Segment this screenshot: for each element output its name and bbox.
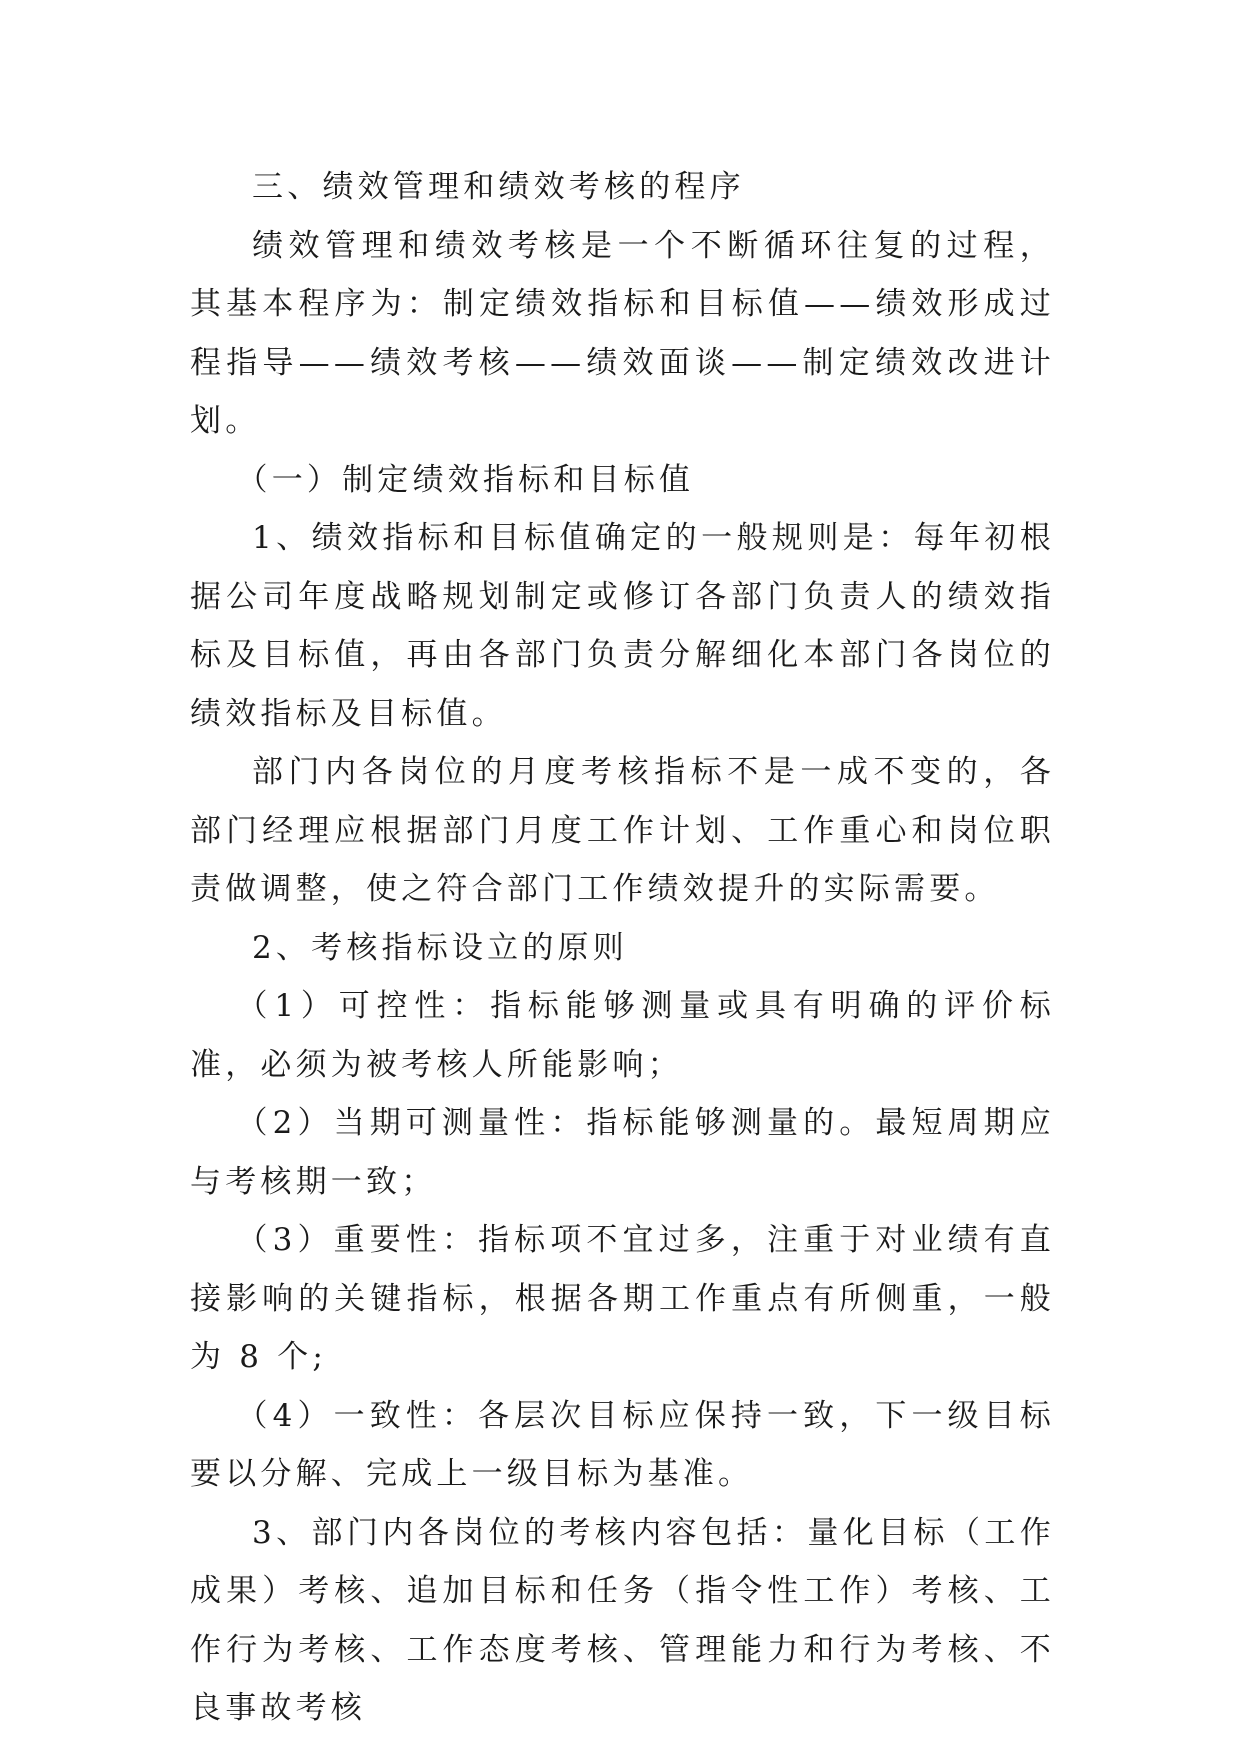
subsection-heading: （一）制定绩效指标和目标值 [236,461,695,498]
principle-controllability: （1）可控性：指标能够测量或具有明确的评价标准，必须为被考核人所能影响； [190,988,1055,1083]
paragraph-monthly-indicators: 部门内各岗位的月度考核指标不是一成不变的，各部门经理应根据部门月度工作计划、工作重心和岗位职责做调整，使之符合部门工作绩效提升的实际需要。 [190,754,1055,907]
principle-importance: （3）重要性：指标项不宜过多，注重于对业绩有直接影响的关键指标，根据各期工作重点有所侧重，一般为 8 个; [190,1222,1055,1375]
paragraph-principles-heading: 2、考核指标设立的原则 [252,929,628,966]
principle-consistency: （4）一致性：各层次目标应保持一致，下一级目标要以分解、完成上一级目标为基准。 [190,1397,1055,1492]
paragraph-assessment-content: 3、部门内各岗位的考核内容包括：量化目标（工作成果）考核、追加目标和任务（指令性工作）考核、工作行为考核、工作态度考核、管理能力和行为考核、不良事故考核 [190,1514,1055,1726]
document-body [190,158,1055,1738]
principle-measurability: （2）当期可测量性：指标能够测量的。最短周期应与考核期一致； [190,1105,1055,1200]
section-heading: 三、绩效管理和绩效考核的程序 [252,169,745,205]
paragraph-general-rules: 1、绩效指标和目标值确定的一般规则是：每年初根据公司年度战略规划制定或修订各部门负责人的绩效指标及目标值，再由各部门负责分解细化本部门各岗位的绩效指标及目标值。 [190,520,1055,732]
paragraph-procedure-overview: 绩效管理和绩效考核是一个不断循环往复的过程，其基本程序为：制定绩效指标和目标值——绩效形成过程指导——绩效考核——绩效面谈——制定绩效改进计划。 [190,227,1055,439]
